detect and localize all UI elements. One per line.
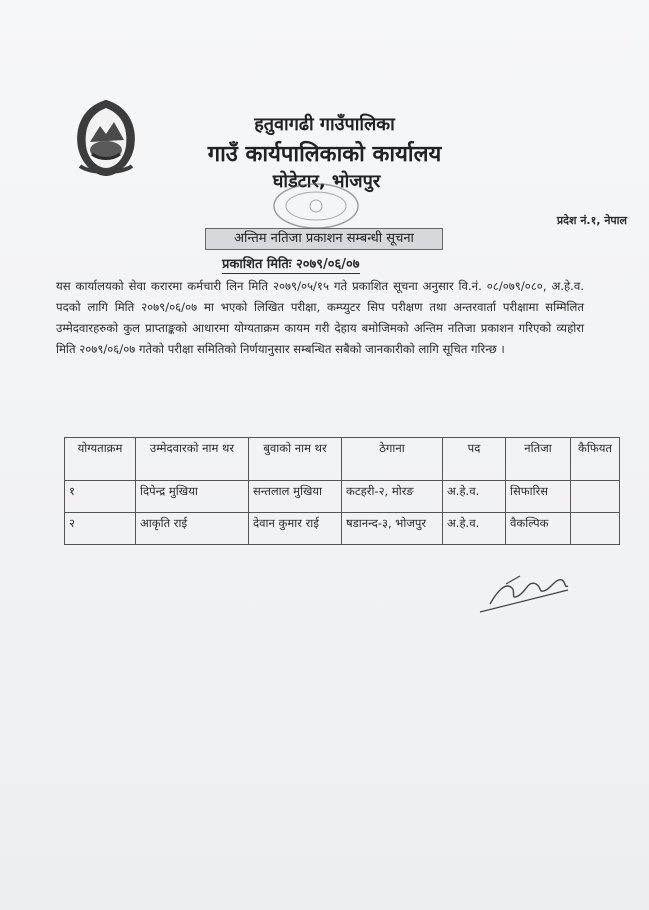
cell-result: सिफारिस [506,481,571,513]
header-rank: योग्यताक्रम [65,438,136,481]
cell-address: षडानन्द-३, भोजपुर [342,513,443,545]
table-header-row [65,438,620,481]
notice-body: यस कार्यालयको सेवा करारमा कर्मचारी लिन मिति २०७९/०५/१५ गते प्रकाशित सूचना अनुसार वि.नं. ०८/०७९/०८०, अ.हे.व. पदको लागि मिति २०७९/०६/०७ मा भएको लिखित परीक्षा, कम्प्युटर सिप परीक्षण तथा अन्तरवार्ता परीक्षामा सम्मिलित उम्मेदवारहरुको कुल प्राप्ताङ्कको आधारमा योग्यताक्रम कायम गरी देहाय बमोजिमको अन्तिम नतिजा प्रकाशन गरिएको व्यहोरा मिति २०७९/०६/०७ गतेको परीक्षा समितिको निर्णयानुसार सम्बन्धित सबैको जानकारीको लागि सूचित गरिन्छ । [56,279,584,356]
table-row [65,513,620,545]
published-date: प्रकाशित मितिः २०७९/०६/०७ [222,254,360,274]
cell-rank: २ [65,513,136,545]
header-result: नतिजा [506,438,571,481]
office-name: गाउँ कार्यपालिकाको कार्यालय [207,142,442,167]
header-remarks: कैफियत [571,438,620,481]
signature-icon [476,560,576,620]
office-stamp-icon [270,180,362,232]
table-row [65,481,620,513]
municipality-name: हतुवागढी गाउँपालिका [254,114,395,135]
province-label: प्रदेश नं.१, नेपाल [556,214,627,227]
cell-candidate-name: दिपेन्द्र मुखिया [136,481,249,513]
cell-rank: १ [65,481,136,513]
cell-candidate-name: आकृति राई [136,513,249,545]
notice-title: अन्तिम नतिजा प्रकाशन सम्बन्धी सूचना [205,228,443,250]
header-father-name: बुवाको नाम थर [249,438,342,481]
cell-remarks [571,481,620,513]
cell-post: अ.हे.व. [443,481,506,513]
cell-result: वैकल्पिक [506,513,571,545]
cell-post: अ.हे.व. [443,513,506,545]
header-post: पद [443,438,506,481]
office-address: घोडेटार, भोजपुर [272,171,381,192]
cell-address: कटहरी-२, मोरङ [342,481,443,513]
cell-father-name: देवान कुमार राई [249,513,342,545]
results-table [64,437,620,545]
header-address: ठेगाना [342,438,443,481]
header-candidate-name: उम्मेदवारको नाम थर [136,438,249,481]
cell-father-name: सन्तलाल मुखिया [249,481,342,513]
cell-remarks [571,513,620,545]
